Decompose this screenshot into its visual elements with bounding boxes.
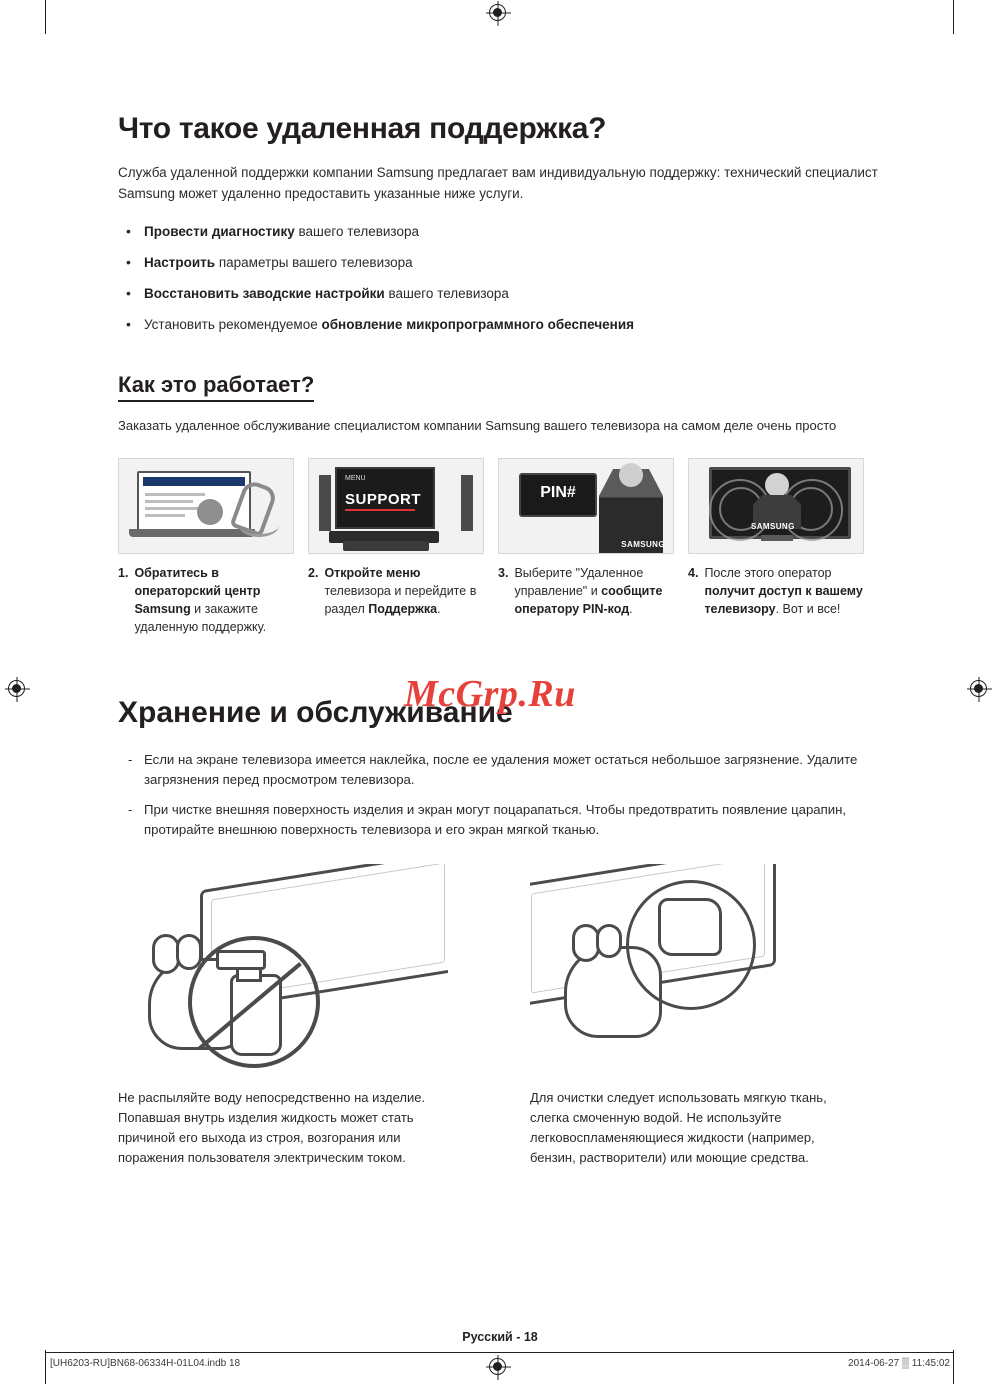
step-text-2: . Вот и все! xyxy=(775,602,841,616)
bullet-rest: вашего телевизора xyxy=(294,224,419,239)
wipe-with-soft-cloth-illustration xyxy=(530,864,860,1074)
step-text: и закажите удаленную поддержку. xyxy=(134,602,267,634)
samsung-brand-label: SAMSUNG xyxy=(621,540,665,549)
step-bold-text-2: Поддержка xyxy=(368,602,438,616)
bullet-rest: Установить рекомендуемое xyxy=(144,317,322,332)
step-1 xyxy=(118,458,294,636)
section-title-how-it-works: Как это работает? xyxy=(118,372,314,402)
how-it-works-intro: Заказать удаленное обслуживание специалистом компании Samsung вашего телевизора на самом деле очень просто xyxy=(118,418,837,433)
list-item: - При чистке внешняя поверхность изделия и экран могут поцарапаться. Чтобы предотвратить появление царапин, протирайте внешнюю поверхность телевизора и его экран мягкой тканью. xyxy=(118,800,882,840)
samsung-brand-label: SAMSUNG xyxy=(751,522,795,531)
crop-mark-top-left xyxy=(45,0,46,34)
step-4 xyxy=(688,458,864,636)
step-4-text xyxy=(688,564,864,618)
pin-code-operator-icon xyxy=(498,458,674,554)
step-bold-text: сообщите оператору PIN-код xyxy=(514,584,663,616)
step-3-text xyxy=(498,564,674,618)
care-caption: Для очистки следует использовать мягкую ткань, слегка смоченную водой. Не используйте легковоспламеняющиеся жидкости (например, бензин, растворители) или моющие средства. xyxy=(530,1090,827,1165)
crop-mark-bottom-right xyxy=(953,1350,954,1384)
list-item: - Если на экране телевизора имеется наклейка, после ее удаления может остаться небольшое загрязнение. Удалите загрязнения перед просмотром телевизора. xyxy=(118,750,882,790)
step-bold-text: Обратитесь в операторский центр Samsung xyxy=(134,566,261,616)
section-title-storage-maintenance: Хранение и обслуживание xyxy=(118,696,513,729)
page-title: Что такое удаленная поддержка? xyxy=(118,112,607,145)
care-illustrations-row xyxy=(118,864,882,1181)
remote-access-tv-icon xyxy=(688,458,864,554)
step-text-2: . xyxy=(437,602,441,616)
intro-paragraph: Служба удаленной поддержки компании Samsung предлагает вам индивидуальную поддержку: технический специалист Samsung может удаленно предоставить указанные ниже услуги. xyxy=(118,165,878,201)
care-item-soft-cloth xyxy=(530,864,860,1181)
maintenance-notes xyxy=(118,750,882,840)
step-1-text xyxy=(118,564,294,636)
watermark: McGrp.Ru xyxy=(404,673,576,715)
steps-row xyxy=(118,458,882,636)
step-text: Выберите "Удаленное управление" и xyxy=(514,566,644,598)
tv-screen-support-label: SUPPORT xyxy=(345,491,422,508)
no-spray-on-product-illustration xyxy=(118,864,448,1074)
page-content xyxy=(118,0,882,1181)
tv-menu-support-icon xyxy=(308,458,484,554)
step-bold-text: Откройте меню xyxy=(324,566,421,580)
list-item xyxy=(118,253,882,273)
bullet-rest: вашего телевизора xyxy=(384,286,509,301)
step-text: После этого оператор xyxy=(704,566,832,580)
crop-mark-top-right xyxy=(953,0,954,34)
step-3 xyxy=(498,458,674,636)
footer-file-name: [UH6203-RU]BN68-06334H-01L04.indb 18 xyxy=(50,1358,241,1369)
step-text: телевизора и перейдите в раздел xyxy=(324,584,477,616)
step-number: 1. xyxy=(118,566,129,580)
care-caption: Не распыляйте воду непосредственно на изделие. Попавшая внутрь изделия жидкость может стать причиной его выхода из строя, возгорания или поражения пользователя электрическим током. xyxy=(118,1090,426,1165)
bullet-bold-lead: Провести диагностику xyxy=(144,224,295,239)
bullet-bold-lead: Настроить xyxy=(144,255,216,270)
bullet-bold-lead: Восстановить заводские настройки xyxy=(144,286,385,301)
page-number: Русский - 18 xyxy=(462,1330,538,1344)
step-text-2: . xyxy=(629,602,633,616)
pin-code-label: PIN# xyxy=(540,484,576,501)
registration-mark-bottom xyxy=(489,1358,506,1375)
step-number: 4. xyxy=(688,566,699,580)
list-item xyxy=(118,222,882,242)
list-item xyxy=(118,315,882,335)
footer-divider xyxy=(45,1352,954,1353)
footer-timestamp: 2014-06-27 ▒ 11:45:02 xyxy=(848,1358,950,1369)
registration-mark-right xyxy=(970,680,987,697)
tv-screen-menu-label: MENU xyxy=(345,475,366,482)
bullet-bold-tail: обновление микропрограммного обеспечения xyxy=(321,317,634,332)
services-list xyxy=(118,222,882,335)
bullet-rest: параметры вашего телевизора xyxy=(215,255,413,270)
registration-mark-left xyxy=(8,680,25,697)
step-2 xyxy=(308,458,484,636)
care-item-no-spray xyxy=(118,864,448,1181)
laptop-support-icon xyxy=(118,458,294,554)
step-bold-text: получит доступ к вашему телевизору xyxy=(704,584,863,616)
crop-mark-bottom-left xyxy=(45,1350,46,1384)
list-item xyxy=(118,284,882,304)
step-number: 2. xyxy=(308,566,319,580)
step-2-text xyxy=(308,564,484,618)
step-number: 3. xyxy=(498,566,509,580)
